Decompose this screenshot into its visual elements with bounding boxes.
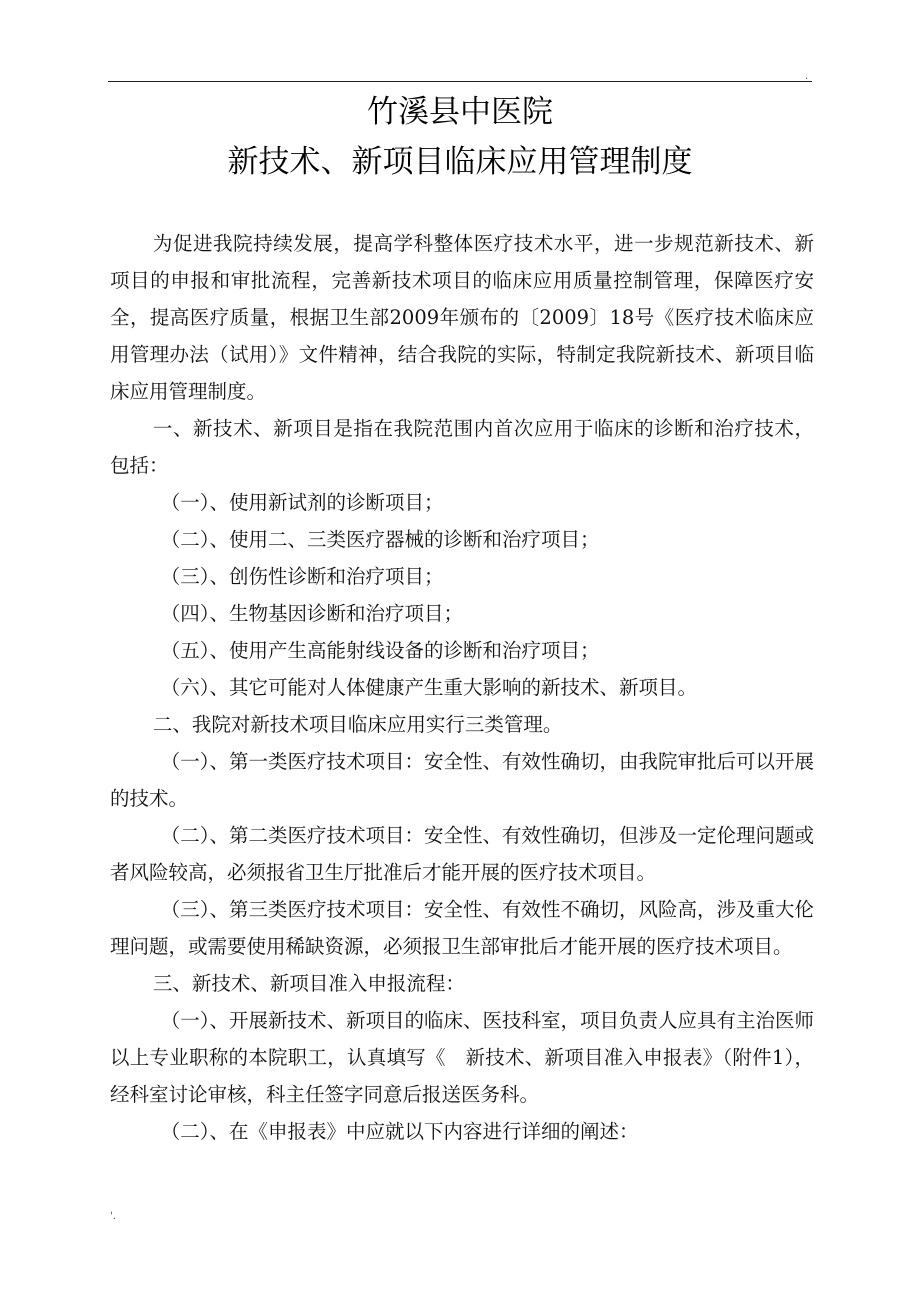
intro-paragraph: 为促进我院持续发展，提高学科整体医疗技术水平，进一步规范新技术、新项目的申报和审批流程，完善新技术项目的临床应用质量控制管理，保障医疗安全，提高医疗质量，根据卫生部2009年颁布的〔2009〕18号《医疗技术临床应用管理办法（试用）》文件精神，结合我院的实际，特制定我院新技术、新项目临床应用管理制度。 bbox=[110, 232, 814, 403]
section-1-heading: 一、新技术、新项目是指在我院范围内首次应用于临床的诊断和治疗技术，包括： bbox=[110, 417, 814, 477]
section-1-item: （一）、使用新试剂的诊断项目； bbox=[160, 491, 444, 514]
section-2-heading: 二、我院对新技术项目临床应用实行三类管理。 bbox=[152, 713, 563, 736]
section-1-item: （五）、使用产生高能射线设备的诊断和治疗项目； bbox=[160, 639, 600, 662]
section-2-item: （三）、第三类医疗技术项目：安全性、有效性不确切，风险高，涉及重大伦理问题，或需要使用稀缺资源，必须报卫生部审批后才能开展的医疗技术项目。 bbox=[110, 898, 814, 958]
document-title-hospital: 竹溪县中医院 bbox=[367, 94, 553, 130]
document-body bbox=[110, 225, 814, 1150]
section-3-heading: 三、新技术、新项目准入申报流程： bbox=[152, 972, 465, 995]
section-1-item: （二）、使用二、三类医疗器械的诊断和治疗项目； bbox=[160, 528, 600, 551]
section-1-item: （四）、生物基因诊断和治疗项目； bbox=[160, 602, 463, 625]
header-rule bbox=[108, 81, 812, 82]
section-1-item: （三）、创伤性诊断和治疗项目； bbox=[160, 565, 444, 588]
top-corner-mark: . bbox=[805, 71, 809, 82]
section-3-item: （二）、在《申报表》中应就以下内容进行详细的阐述： bbox=[160, 1120, 639, 1143]
bottom-corner-mark: '. bbox=[110, 1211, 116, 1222]
section-2-item: （一）、第一类医疗技术项目：安全性、有效性确切，由我院审批后可以开展的技术。 bbox=[110, 750, 814, 810]
document-title-policy: 新技术、新项目临床应用管理制度 bbox=[227, 144, 693, 180]
section-1-item: （六）、其它可能对人体健康产生重大影响的新技术、新项目。 bbox=[160, 676, 697, 699]
section-3-item: （一）、开展新技术、新项目的临床、医技科室，项目负责人应具有主治医师以上专业职称的本院职工，认真填写《 新技术、新项目准入申报表》（附件1），经科室讨论审核，科主任签字同意后报送医务科。 bbox=[110, 1009, 814, 1106]
section-2-item: （二）、第二类医疗技术项目：安全性、有效性确切，但涉及一定伦理问题或者风险较高，必须报省卫生厅批准后才能开展的医疗技术项目。 bbox=[110, 824, 814, 884]
